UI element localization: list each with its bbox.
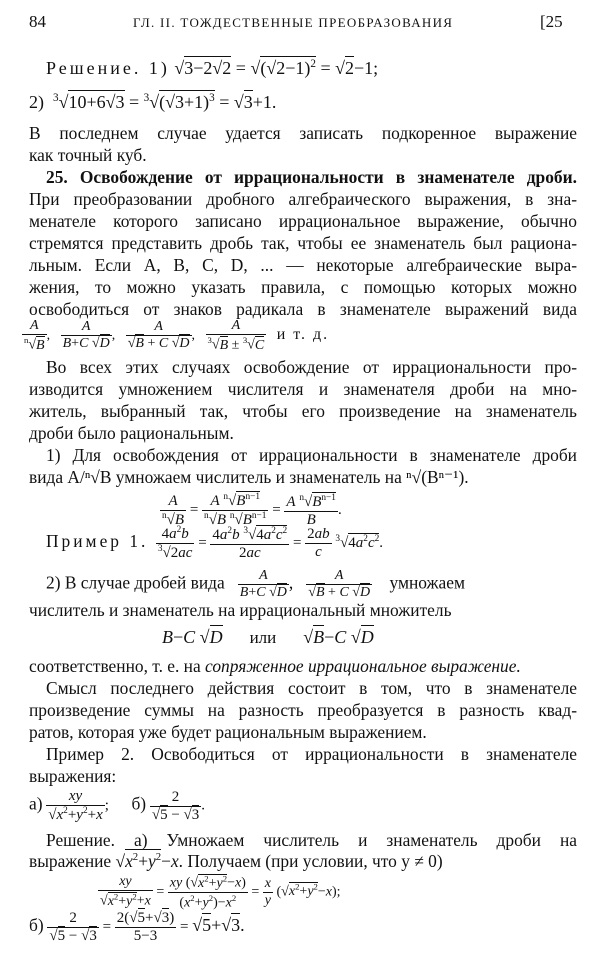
- rule-text: 2) В случае дробей вида: [46, 572, 225, 593]
- section-marker: [25: [540, 12, 563, 31]
- paragraph-line: ратов, которая уже будет рациональным выражением.: [29, 722, 427, 742]
- example-line: выражения:: [29, 766, 117, 786]
- rule-line: числитель и знаменатель на иррациональный множитель: [29, 600, 452, 620]
- paragraph-line: При преобразовании дробного алгебраического выражения, в зна-: [29, 189, 577, 209]
- text-line: В последнем случае удается записать подкоренное выражение: [29, 123, 577, 143]
- paragraph-line: жения, то можно указать правила, с помощью которых можно: [29, 277, 577, 297]
- paragraph-line: Во всех этих случаях освобождение от иррациональности про-: [46, 357, 577, 377]
- rule1-formula: $\frac{A}{^n√B}$ = $\frac{A ^n√B^{n-1}}{^n√B ^n√B^{n-1}}$ = $\frac{A ^n√B^{n-1}}{B}$ .: [162, 492, 342, 529]
- running-title: ГЛ. II. ТОЖДЕСТВЕННЫЕ ПРЕОБРАЗОВАНИЯ: [133, 15, 454, 30]
- formula-cbrt-10-plus-6sqrt3: $^3√10+6√3 = ^3√(√3+1)^3 = √3+1$.: [53, 92, 277, 112]
- page-number: 84: [29, 12, 46, 31]
- paragraph-line: изводится умножением числителя и знаменателя дроби на мно-: [29, 379, 577, 399]
- solution-line: выражение $√x^2+y^2-x$. Получаем (при условии, что y ≠ 0): [29, 851, 443, 871]
- solution-b-formula: б) $\frac{2}{√5 - √3}$ = $\frac{2(√5+√3)}{5-3}$ = √5+√3.: [29, 910, 245, 945]
- rule-line: 1) Для освобождения от иррациональности в знаменателе дроби: [46, 445, 577, 465]
- solution-line: Решение. а) Умножаем числитель и знаменатель дроби на: [46, 830, 577, 850]
- rule-text-tail: умножаем: [389, 572, 465, 593]
- conjugate-term: сопряженное иррациональное выражение.: [205, 656, 521, 676]
- form-a-over-b-plus-csqrtd: $\frac{A}{B+C √D}$: [62, 319, 110, 352]
- example-label: Пример 1.: [46, 531, 149, 552]
- form-a-over-cbrt-b-pm-cbrt-c: $\frac{A}{^3√B \pm ^3√C}$: [207, 318, 265, 353]
- solution-line-1: [46, 58, 378, 79]
- rule2-line: 2) В случае дробей вида $\frac{A}{B+C √D}$ , $\frac{A}{√B + C √D}$ умножаем: [46, 568, 465, 601]
- solution-a-formula: $\frac{xy}{√x^2+y^2+x}$ = $\frac{xy (√x^2+y^2-x)}{(x^2+y^2)-x^2}$ = $\frac{x}{y}$ $(√x^2+y^2-x)$;: [100, 873, 341, 911]
- paragraph-line: освободиться от знаков радикала в знаменателе выражений вида: [29, 299, 577, 319]
- rule-line: вида A/ⁿ√B умножаем числитель и знаменатель на ⁿ√(Bⁿ⁻¹).: [29, 467, 469, 487]
- paragraph-line: житель, выбранный так, чтобы его произведение на знаменатель: [29, 401, 577, 421]
- paragraph-line: Смысл последнего действия состоит в том, что в знаменателе: [46, 678, 577, 698]
- fraction-forms: $\frac{A}{^n√B}$ , $\frac{A}{B+C √D}$ , $\frac{A}{√B + C √D}$ , $\frac{A}{^3√B \pm ^3√C}$ и т. д.: [24, 318, 330, 353]
- paragraph-line: менателе которого записано иррациональное выражение, обычно: [29, 211, 577, 231]
- etc-text: и т. д.: [276, 326, 330, 344]
- conjugate-factors: B−C √D или √B−C √D: [162, 627, 374, 647]
- paragraph-line: произведение суммы на разность преобразуется в разность квад-: [29, 700, 577, 720]
- item-label: 2): [29, 92, 44, 112]
- solution-line-2: [29, 92, 276, 113]
- example1-formula: Пример 1. $\frac{4a^2b}{^3√2ac}$ = $\frac{4a^2b ^3√4a^2c^2}{2ac}$ = $\frac{2ab}{c}$ $^3√4a^2c^2$.: [46, 525, 384, 562]
- rule-line: соответственно, т. е. на сопряженное иррациональное выражение.: [29, 656, 521, 676]
- paragraph-line: льным. Если A, B, C, D, ... — некоторые алгебраические выра-: [29, 255, 577, 275]
- example2-expressions: а) $\frac{xy}{√x^2+y^2+x}$ ; б) $\frac{2}{√5 - √3}$ .: [29, 788, 206, 824]
- form-a-over-sqrtb-plus-csqrtd: $\frac{A}{√B + C √D}$: [127, 319, 190, 352]
- paragraph-line: дроби было рациональным.: [29, 423, 234, 443]
- text-line: как точный куб.: [29, 145, 147, 165]
- example-line: Пример 2. Освободиться от иррациональности в знаменателе: [46, 744, 577, 764]
- paragraph-line: стремятся представить дробь так, чтобы ее знаменатель был рациона-: [29, 233, 577, 253]
- or-word: или: [249, 628, 277, 647]
- solution-label: Решение. 1): [46, 58, 170, 78]
- form-a-over-nrt-b: $\frac{A}{^n√B}$: [24, 318, 45, 353]
- formula-sqrt-3-minus-2sqrt2: $√3-2√2 = √(√2-1)^2 = √2-1$;: [174, 58, 379, 78]
- section-heading: 25. Освобождение от иррациональности в знаменателе дроби.: [46, 167, 577, 187]
